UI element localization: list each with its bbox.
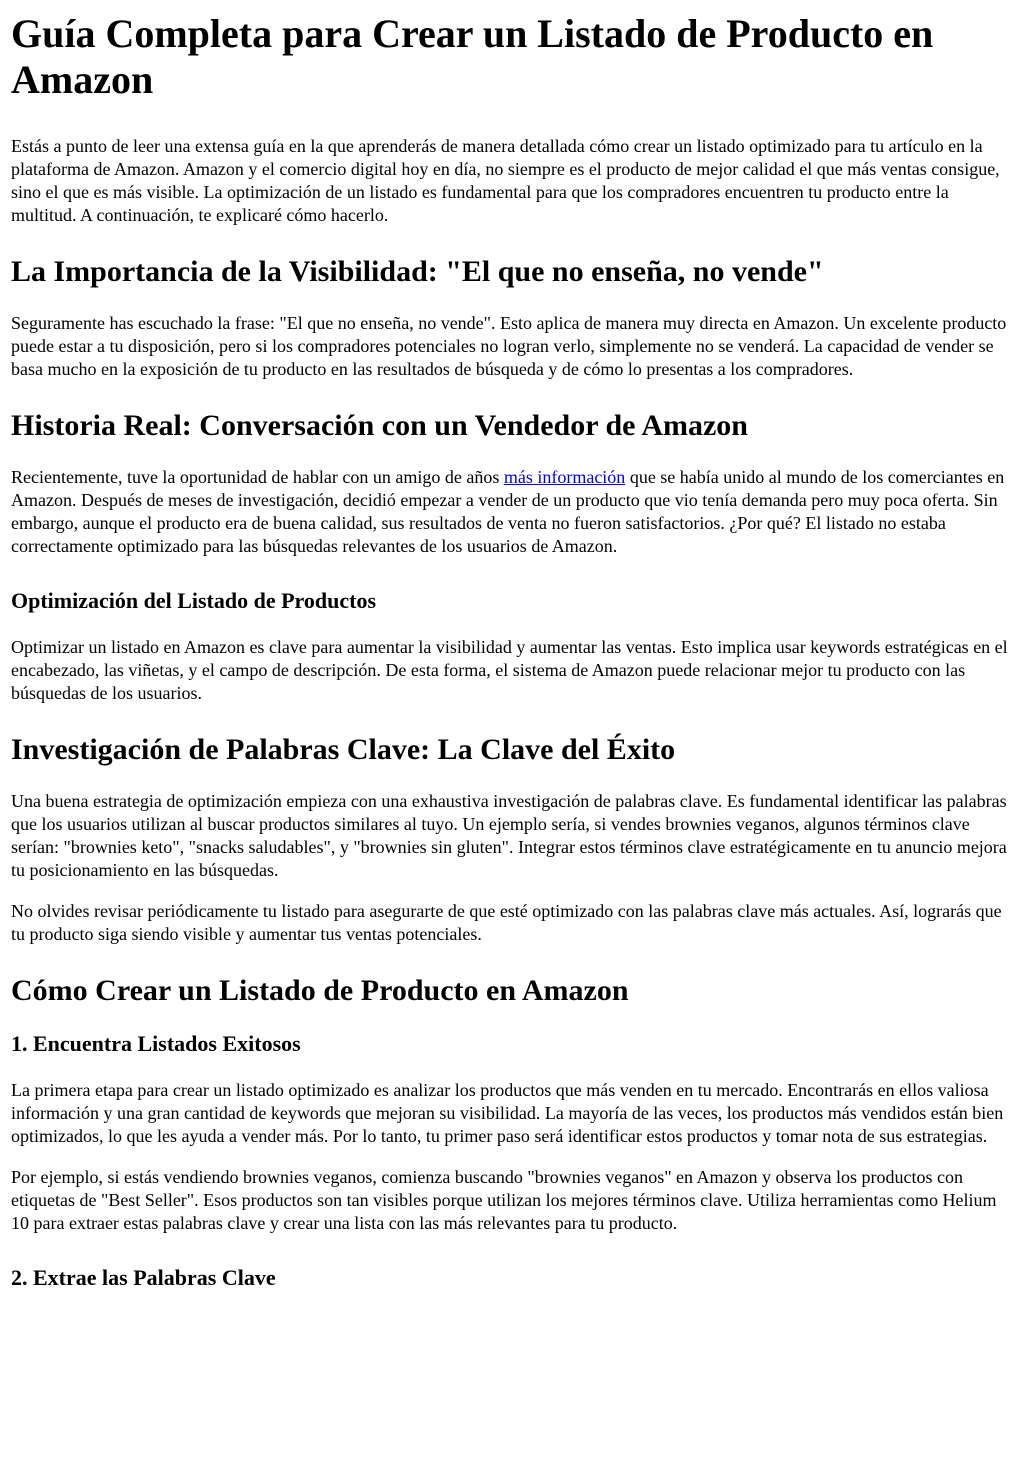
section-heading-crear-listado: Cómo Crear un Listado de Producto en Amazon [11, 974, 629, 1007]
historia-text-before: Recientemente, tuve la oportunidad de hablar con un amigo de años [11, 467, 504, 487]
palabras-clave-paragraph-1: Una buena estrategia de optimización empieza con una exhaustiva investigación de palabras clave. Es fundamental identificar las palabras que los usuarios utilizan al buscar productos similares al tuyo. Un ejemplo sería, si vendes brownies veganos, algunos términos clave serían: "brownies keto", "snacks saludables", y "brownies sin gluten". Integrar estos términos clave estratégicamente en tu anuncio mejora tu posicionamiento en las búsquedas. [11, 791, 1007, 880]
historia-paragraph [11, 466, 1013, 558]
encuentra-paragraph-2: Por ejemplo, si estás vendiendo brownies veganos, comienza buscando "brownies veganos" en Amazon y observa los productos con etiquetas de "Best Seller". Esos productos son tan visibles porque utilizan los mejores términos clave. Utiliza herramientas como Helium 10 para extraer estas palabras clave y crear una lista con las más relevantes para tu producto. [11, 1167, 997, 1233]
step-heading-extrae: 2. Extrae las Palabras Clave [11, 1265, 276, 1290]
section-heading-historia: Historia Real: Conversación con un Vendedor de Amazon [11, 409, 748, 442]
palabras-clave-paragraph-2: No olvides revisar periódicamente tu listado para asegurarte de que esté optimizado con las palabras clave más actuales. Así, lograrás que tu producto siga siendo visible y aumentar tus ventas potenciales. [11, 901, 1002, 944]
intro-paragraph: Estás a punto de leer una extensa guía en la que aprenderás de manera detallada cómo crear un listado optimizado para tu artículo en la plataforma de Amazon. Amazon y el comercio digital hoy en día, no siempre es el producto de mejor calidad el que más ventas consigue, sino el que es más visible. La optimización de un listado es fundamental para que los compradores encuentren tu producto entre la multitud. A continuación, te explicaré cómo hacerlo. [11, 136, 1000, 225]
historia-text-after: que se había unido al mundo de los comerciantes en Amazon. Después de meses de investigación, decidió empezar a vender de un producto que vio tenía demanda pero muy poca oferta. Sin embargo, aunque el producto era de buena calidad, sus resultados de venta no fueron satisfactorios. ¿Por qué? El listado no estaba correctamente optimizado para las búsquedas relevantes de los usuarios de Amazon. [11, 467, 1005, 556]
mas-informacion-link[interactable]: más información [503, 467, 626, 487]
section-heading-visibilidad: La Importancia de la Visibilidad: "El que no enseña, no vende" [11, 255, 824, 288]
step-heading-encuentra: 1. Encuentra Listados Exitosos [11, 1031, 301, 1056]
subheading-optimizacion: Optimización del Listado de Productos [11, 588, 377, 613]
visibilidad-paragraph: Seguramente has escuchado la frase: "El que no enseña, no vende". Esto aplica de manera muy directa en Amazon. Un excelente producto puede estar a tu disposición, pero si los compradores potenciales no logran verlo, simplemente no se venderá. La capacidad de vender se basa mucho en la exposición de tu producto en las resultados de búsqueda y de cómo lo presentas a los compradores. [11, 313, 1007, 379]
encuentra-paragraph-1: La primera etapa para crear un listado optimizado es analizar los productos que más venden en tu mercado. Encontrarás en ellos valiosa información y una gran cantidad de keywords que mejoran su visibilidad. La mayoría de las veces, los productos más vendidos están bien optimizados, lo que les ayuda a vender más. Por lo tanto, tu primer paso será identificar estos productos y tomar nota de sus estrategias. [11, 1080, 1004, 1146]
optimizacion-paragraph: Optimizar un listado en Amazon es clave para aumentar la visibilidad y aumentar las ventas. Esto implica usar keywords estratégicas en el encabezado, las viñetas, y el campo de descripción. De esta forma, el sistema de Amazon puede relacionar mejor tu producto con las búsquedas de los usuarios. [11, 637, 1008, 703]
page-title: Guía Completa para Crear un Listado de Producto en Amazon [11, 11, 934, 102]
section-heading-palabras-clave: Investigación de Palabras Clave: La Clave del Éxito [11, 733, 676, 766]
article-page [0, 11, 1024, 1291]
